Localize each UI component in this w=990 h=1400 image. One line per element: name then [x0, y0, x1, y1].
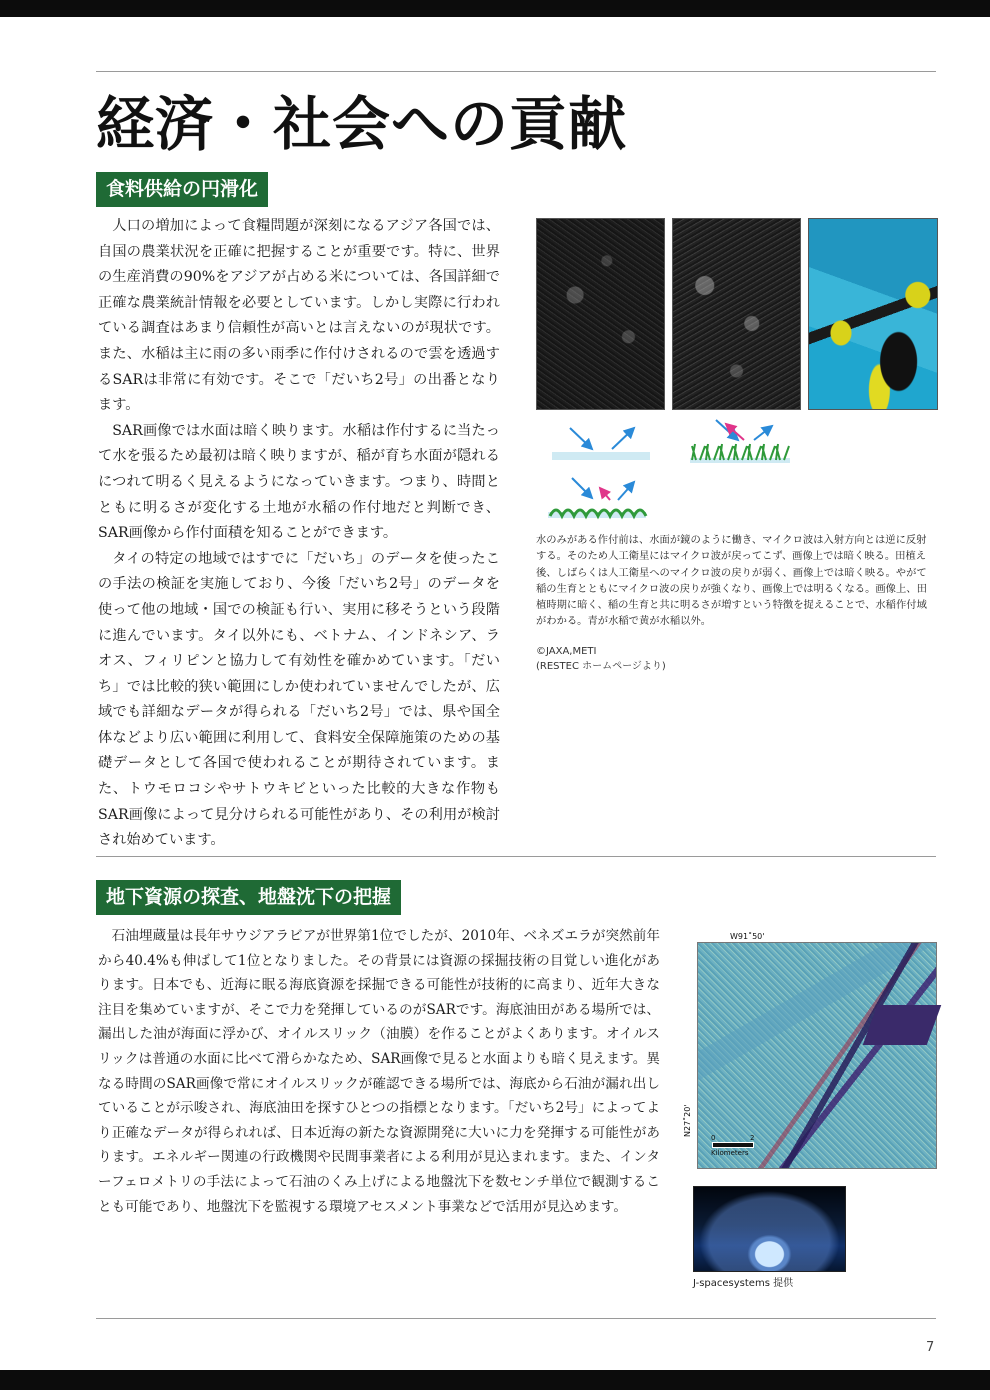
scale-unit: Kilometers — [711, 1149, 749, 1157]
figure-credit-jaxa — [536, 644, 836, 674]
section-heading-resources: 地下資源の探査、地盤沈下の把握 — [96, 880, 401, 915]
oil-slick-sar-map — [697, 942, 937, 1169]
footer-rule — [96, 1318, 936, 1319]
scale-zero: 0 — [711, 1134, 716, 1142]
image-credit-jspacesystems: J-spacesystems 提供 — [693, 1278, 794, 1289]
grown-rice-diagram — [690, 420, 790, 463]
microwave-reflection-diagram — [540, 416, 800, 528]
oil-slick-region — [863, 1005, 942, 1045]
page-number: 7 — [926, 1340, 935, 1355]
section2-body — [98, 924, 660, 1219]
scale-two: 2 — [750, 1134, 755, 1142]
section1-paragraph: SAR画像では水面は暗く映ります。水稲は作付するに当たって水を張るため最初は暗く映りますが、稲が育ち水面が隠れるにつれて明るく見えるようになっていきます。つまり、時間とともに明るさが変化する土地が水稲の作付地だと判断でき、SAR画像から作付面積を知ることができます。 — [98, 422, 500, 542]
header-rule — [96, 71, 936, 72]
water-surface-diagram — [552, 428, 650, 460]
figure-caption-rice: 水のみがある作付前は、水面が鏡のように働き、マイクロ波は入射方向とは逆に反射する。そのため人工衛星にはマイクロ波が戻ってこず、画像上では暗く映る。田植え後、しばらくは人工衛星へのマイクロ波の戻りが弱く、画像上では暗く映る。やがて稲の生育とともにマイクロ波の戻りが強くなり、画像上では明るくなる。画像上、田植時期に暗く、稲の生育と共に明るさが増すという特徴を捉えることで、水稲作付域がわかる。青が水稲で黄が水稲以外。 — [536, 534, 927, 628]
credit-source: (RESTEC ホームページより) — [536, 661, 666, 672]
seafloor-illustration — [693, 1186, 846, 1272]
top-border-bar — [0, 0, 990, 17]
credit-copyright: ©JAXA,METI — [536, 646, 597, 657]
section1-paragraph: タイの特定の地域ではすでに「だいち」のデータを使ったこの手法の検証を実施しており、今後「だいち2号」のデータを使って他の地域・国での検証も行い、実用に移そうという段階に進んでいます。タイ以外にも、ベトナム、インドネシア、ラオス、フィリピンと協力して有効性を確かめています。「だいち」では比較的狭い範囲にしか使われていませんでしたが、広域でも詳細なデータが得られる「だいち2号」では、県や国全体などより広い範囲に利用して、食料安全保障施策のための基礎データとして各国で使われることが期待されています。また、トウモロコシやサトウキビといった比較的大きな作物もSAR画像によって見分けられる可能性があり、その利用が検討され始めています。 — [98, 550, 500, 849]
sar-image-after-planting — [672, 218, 801, 410]
page-title: 経済・社会への貢献 — [96, 90, 628, 158]
section1-paragraph: 人口の増加によって食糧問題が深刻になるアジア各国では、自国の農業状況を正確に把握することが重要です。特に、世界の生産消費の90%をアジアが占める米については、各国詳細で正確な農業統計情報を必要としています。しかし実際に行われている調査はあまり信頼性が高いとは言えないのが現状です。また、水稲は主に雨の多い雨季に作付けされるので雲を透過するSARは非常に有効です。そこで「だいち2号」の出番となります。 — [98, 218, 500, 414]
map-longitude-label: W91˚50' — [730, 932, 765, 941]
young-rice-diagram — [548, 478, 646, 518]
section2-paragraph: 石油埋蔵量は長年サウジアラビアが世界第1位でしたが、2010年、ベネズエラが突然前年から40.4%も伸ばして1位となりました。その背景には資源の採掘技術の目覚しい進化があります。日本でも、近海に眠る海底資源を採掘できる可能性が技術的に高まり、近年大きな注目を集めていますが、そこで力を発揮しているのがSARです。海底油田がある場所では、漏出した油が海面に浮かび、オイルスリック（油膜）を作ることがよくあります。オイルスリックは普通の水面に比べて滑らかなため、SAR画像で見ると水面よりも暗く見えます。異なる時間のSAR画像で常にオイルスリックが確認できる場所では、海底から石油が漏れ出していることが示唆され、海底油田を探すひとつの指標となります。「だいち2号」によってより正確なデータが得られれば、日本近海の新たな資源開発に大いに力を発揮する可能性があります。エネルギー関連の行政機関や民間事業者による利用が見込まれます。また、インターフェロメトリの手法によって石油のくみ上げによる地盤沈下を数センチ単位で観測することも可能であり、地盤沈下を監視する環境アセスメント事業などで活用が見込めます。 — [98, 928, 660, 1215]
sar-image-paddy-classification — [808, 218, 938, 410]
bottom-border-bar — [0, 1370, 990, 1390]
section-heading-food-supply: 食料供給の円滑化 — [96, 172, 268, 207]
section-divider — [96, 856, 936, 857]
map-scale-bar — [712, 1142, 754, 1148]
section1-body — [98, 214, 500, 854]
map-latitude-label: N27˚20' — [683, 1104, 692, 1137]
sar-image-before-planting — [536, 218, 665, 410]
